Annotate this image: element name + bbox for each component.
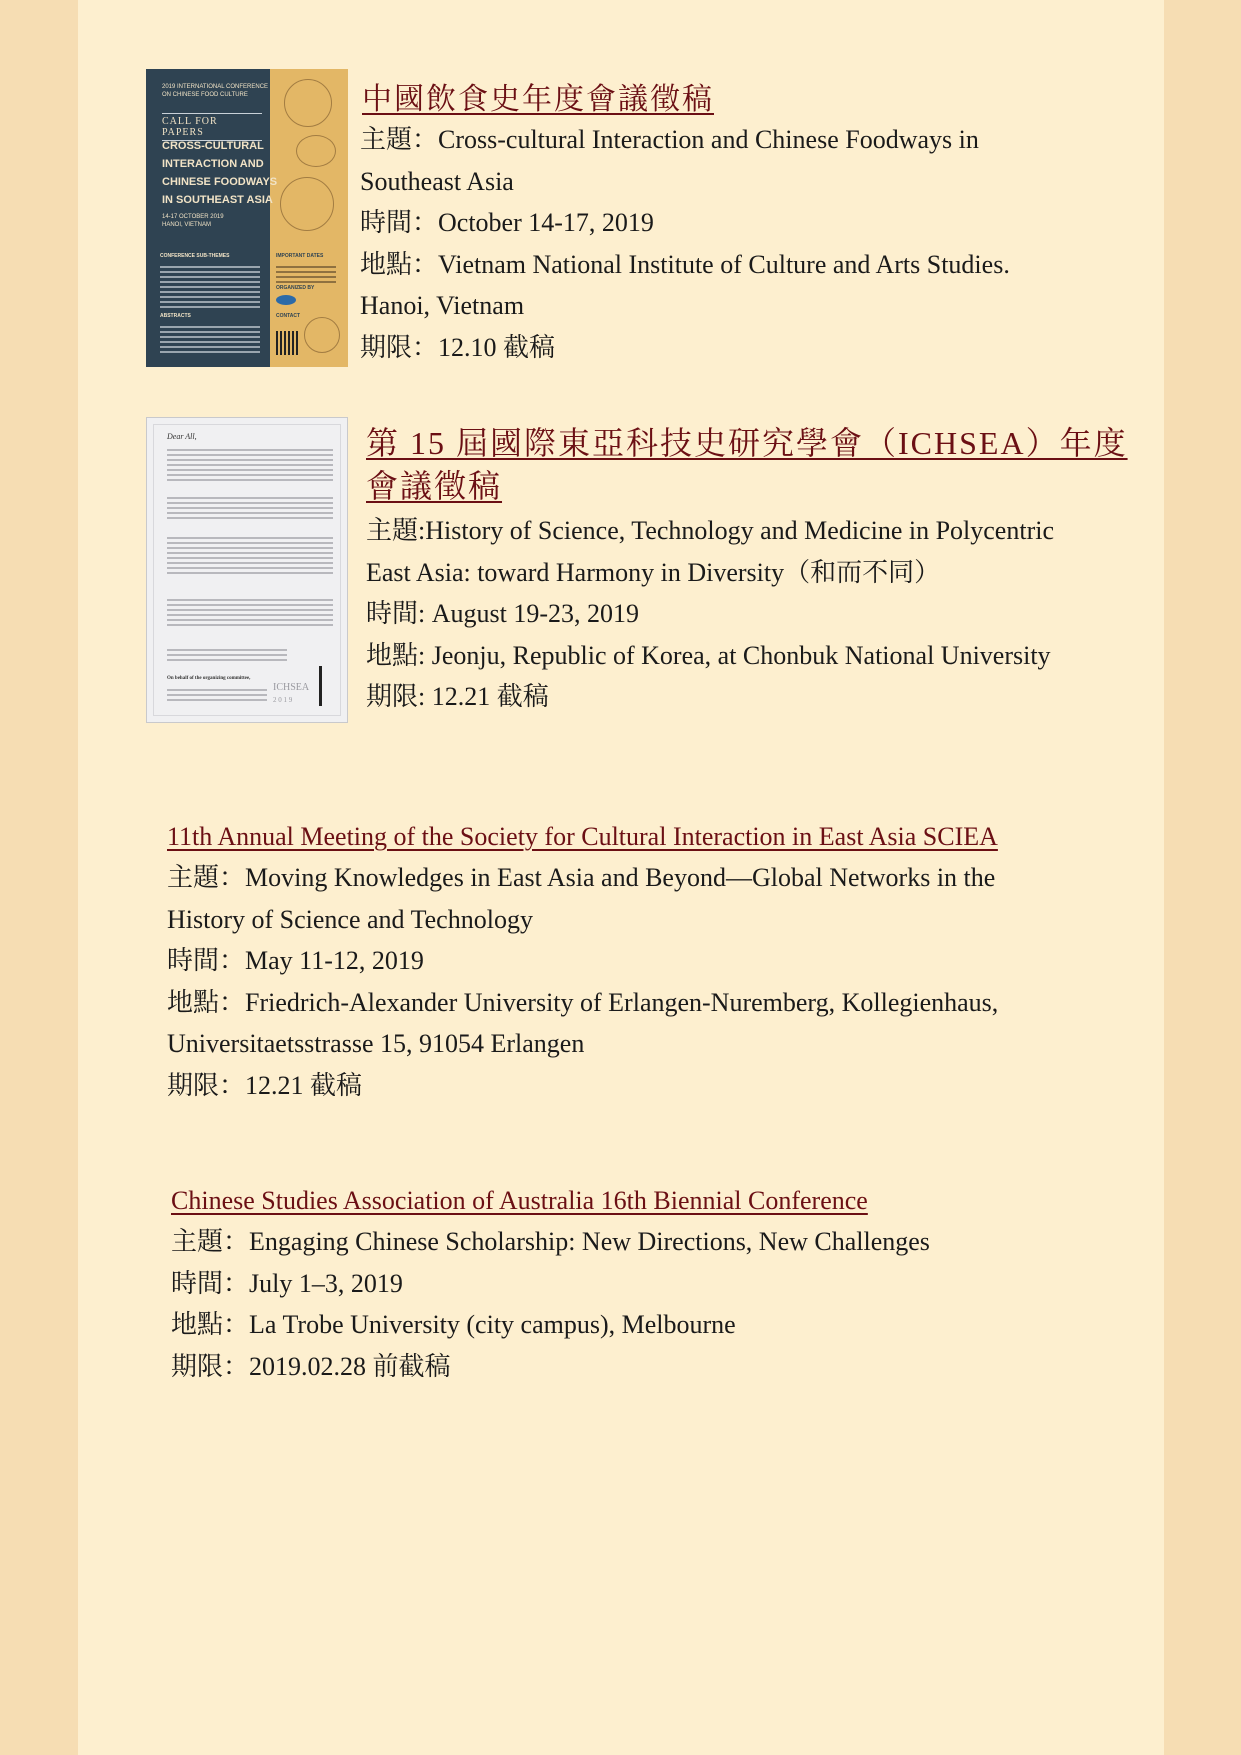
field-label: 時間：	[167, 946, 246, 976]
field-value: 2019.02.28 前截稿	[249, 1351, 451, 1381]
poster-heading-line: IN SOUTHEAST ASIA	[162, 194, 273, 206]
field-label: 主題:	[366, 516, 426, 545]
poster-heading-line: CHINESE FOODWAYS	[162, 176, 278, 188]
deadline-line	[366, 676, 1166, 718]
poster-contact: CONTACT	[276, 313, 301, 319]
poster-year: 2 0 1 9	[273, 696, 293, 704]
topic-line	[366, 510, 1166, 552]
field-label: 地點:	[366, 640, 426, 670]
poster-cfp: CALL FOR PAPERS	[162, 113, 262, 141]
qr-code-icon	[276, 331, 300, 355]
conference-entry	[360, 80, 1180, 369]
conference-entry	[366, 422, 1166, 718]
poster-place: HANOI, VIETNAM	[162, 222, 212, 228]
topic-line	[360, 119, 1180, 161]
poster-logo: ICHSEA	[273, 682, 310, 693]
conference-entry	[171, 1181, 1131, 1387]
field-value: Friedrich-Alexander University of Erlangen-Nuremberg, Kollegienhaus,	[245, 987, 999, 1017]
field-label: 主題：	[360, 125, 439, 154]
field-value: Engaging Chinese Scholarship: New Directions, New Challenges	[249, 1227, 930, 1256]
plate-sketch-icon	[296, 135, 336, 167]
knot-ornament-icon	[319, 666, 322, 706]
conference-poster-food-culture	[146, 69, 348, 367]
field-label: 地點：	[167, 987, 246, 1017]
bowl-sketch-icon	[284, 79, 332, 127]
topic-line-continued	[360, 161, 1180, 203]
poster-abstracts: ABSTRACTS	[160, 313, 191, 319]
field-label: 主題：	[167, 863, 246, 892]
field-value: May 11-12, 2019	[245, 946, 424, 976]
venue-line-continued	[167, 1023, 1127, 1065]
poster-heading-line: INTERACTION AND	[162, 158, 264, 170]
venue-line	[171, 1304, 1131, 1346]
date-line	[366, 593, 1166, 635]
deadline-line	[360, 327, 1180, 369]
poster-organized: ORGANIZED BY	[276, 285, 315, 291]
poster-footer: On behalf of the organizing committee,	[167, 676, 251, 681]
field-label: 地點：	[360, 249, 439, 279]
date-line	[171, 1263, 1131, 1305]
date-line	[360, 202, 1180, 244]
poster-important: IMPORTANT DATES	[276, 253, 324, 259]
field-value: Universitaetsstrasse 15, 91054 Erlangen	[167, 1029, 585, 1059]
field-label: 時間：	[360, 208, 439, 238]
bowl-sketch-icon	[280, 177, 334, 231]
field-value: Hanoi, Vietnam	[360, 291, 525, 321]
field-label: 期限：	[360, 332, 439, 362]
venue-line-continued	[360, 285, 1180, 327]
conference-poster-ichsea	[146, 417, 348, 723]
date-line	[167, 940, 1127, 982]
field-label: 時間：	[171, 1268, 250, 1298]
poster-dates: 14-17 OCTOBER 2019	[162, 214, 224, 220]
topic-line-continued	[167, 899, 1127, 941]
field-value: Cross-cultural Interaction and Chinese Foodways in	[438, 125, 979, 154]
venue-line	[360, 244, 1180, 286]
field-value: October 14-17, 2019	[438, 208, 654, 238]
field-label: 期限:	[366, 682, 426, 712]
conference-title-link[interactable]: 第 15 屆國際東亞科技史研究學會（ICHSEA）年度會議徵稿	[366, 425, 1128, 504]
conference-title-link[interactable]: 11th Annual Meeting of the Society for Cultural Interaction in East Asia SCIEA	[167, 822, 998, 851]
field-label: 時間:	[366, 599, 426, 629]
bowl-sketch-icon	[304, 317, 340, 353]
field-label: 地點：	[171, 1310, 250, 1340]
poster-line: ON CHINESE FOOD CULTURE	[162, 92, 248, 98]
field-label: 期限：	[171, 1351, 250, 1381]
field-value: Vietnam National Institute of Culture and Arts Studies.	[438, 249, 1010, 279]
conference-title-link[interactable]: Chinese Studies Association of Australia 16th Biennial Conference	[171, 1186, 868, 1215]
field-value: History of Science, Technology and Medicine in Polycentric	[425, 516, 1054, 545]
poster-line: 2019 INTERNATIONAL CONFERENCE	[162, 84, 269, 90]
venue-line	[366, 635, 1166, 677]
conference-title-link[interactable]: 中國飲食史年度會議徵稿	[362, 83, 714, 116]
topic-line	[171, 1221, 1131, 1263]
poster-heading-line: CROSS-CULTURAL	[162, 140, 264, 152]
topic-line	[167, 857, 1127, 899]
venue-line	[167, 982, 1127, 1024]
organizer-logo	[276, 295, 296, 305]
field-value: East Asia: toward Harmony in Diversity（和而不同）	[366, 557, 941, 587]
field-value: Jeonju, Republic of Korea, at Chonbuk National University	[425, 640, 1051, 670]
field-value: La Trobe University (city campus), Melbourne	[249, 1310, 736, 1340]
field-value: 12.10 截稿	[438, 332, 556, 362]
conference-entry	[167, 817, 1127, 1107]
field-label: 期限：	[167, 1070, 246, 1100]
field-value: 12.21 截稿	[425, 682, 549, 712]
deadline-line	[167, 1065, 1127, 1107]
field-value: July 1–3, 2019	[249, 1268, 403, 1298]
poster-greeting: Dear All,	[167, 432, 197, 441]
topic-line-continued	[366, 552, 1166, 594]
field-label: 主題：	[171, 1227, 250, 1256]
deadline-line	[171, 1346, 1131, 1388]
field-value: History of Science and Technology	[167, 904, 533, 934]
field-value: Moving Knowledges in East Asia and Beyond—Global Networks in the	[245, 863, 996, 892]
field-value: August 19-23, 2019	[425, 599, 640, 629]
field-value: Southeast Asia	[360, 166, 514, 196]
field-value: 12.21 截稿	[245, 1070, 363, 1100]
poster-subthemes: CONFERENCE SUB-THEMES	[160, 253, 230, 259]
